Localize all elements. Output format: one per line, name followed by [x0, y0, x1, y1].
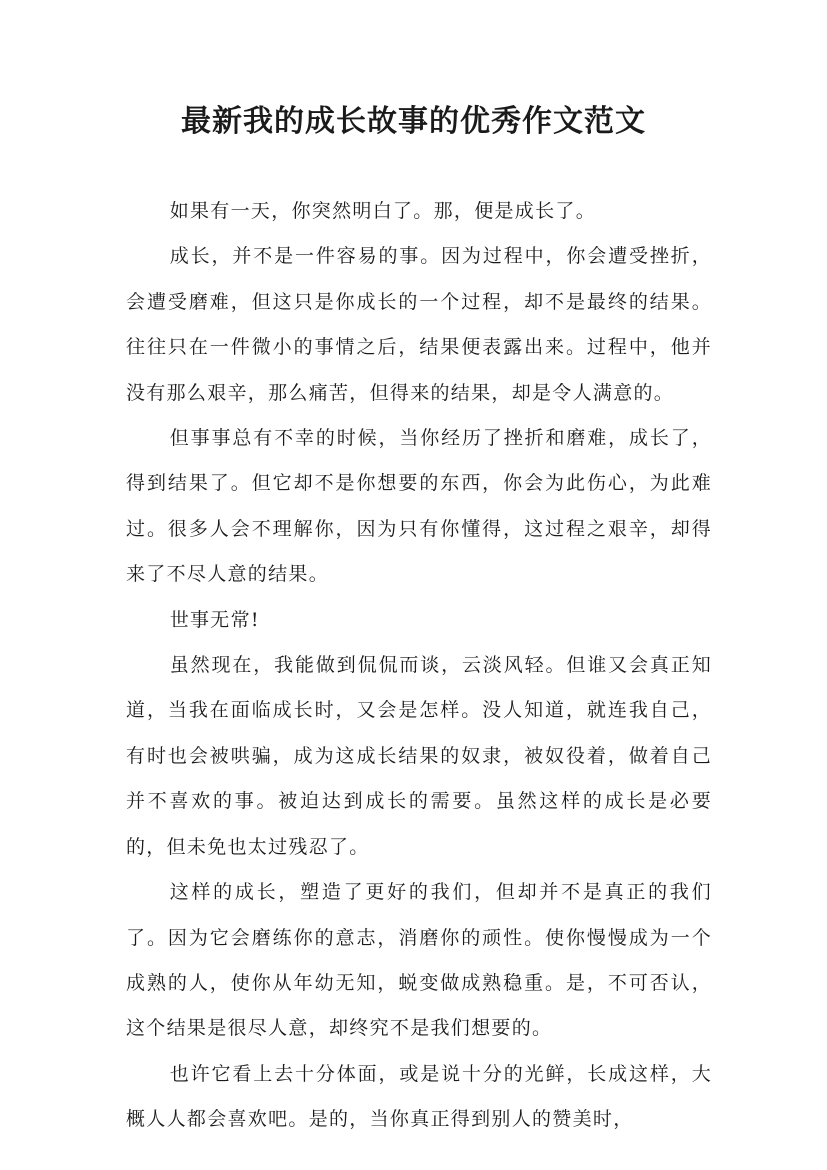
paragraph-1: 如果有一天，你突然明白了。那，便是成长了。 — [169, 200, 596, 222]
paragraph-2: 成长，并不是一件容易的事。因为过程中，你会遭受挫折，会遭受磨难，但这只是你成长的一个过程，却不是最终的结果。往往只在一件微小的事情之后，结果便表露出来。过程中，他并没有那么艰辛，那么痛苦，但得来的结果，却是令人满意的。 — [126, 245, 712, 404]
paragraph-5: 虽然现在，我能做到侃侃而谈，云淡风轻。但谁又会真正知道，当我在面临成长时，又会是怎样。没人知道，就连我自己，有时也会被哄骗，成为这成长结果的奴隶，被奴役着，做着自己并不喜欢的事。被迫达到成长的需要。虽然这样的成长是必要的，但未免也太过残忍了。 — [126, 654, 712, 858]
paragraph-4: 世事无常! — [169, 608, 260, 631]
paragraph-7: 也许它看上去十分体面，或是说十分的光鲜，长成这样，大概人人都会喜欢吧。是的，当你真正得到别人的赞美时， — [126, 1062, 712, 1131]
article-body — [126, 189, 712, 1143]
paragraph-3: 但事事总有不幸的时候，当你经历了挫折和磨难，成长了，得到结果了。但它却不是你想要的东西，你会为此伤心，为此难过。很多人会不理解你，因为只有你懂得，这过程之艰辛，却得来了不尽人意的结果。 — [126, 427, 712, 586]
paragraph-6: 这样的成长，塑造了更好的我们，但却并不是真正的我们了。因为它会磨练你的意志，消磨你的顽性。使你慢慢成为一个成熟的人，使你从年幼无知，蜕变做成熟稳重。是，不可否认，这个结果是很尽人意，却终究不是我们想要的。 — [126, 881, 712, 1040]
page-title: 最新我的成长故事的优秀作文范文 — [181, 104, 646, 139]
